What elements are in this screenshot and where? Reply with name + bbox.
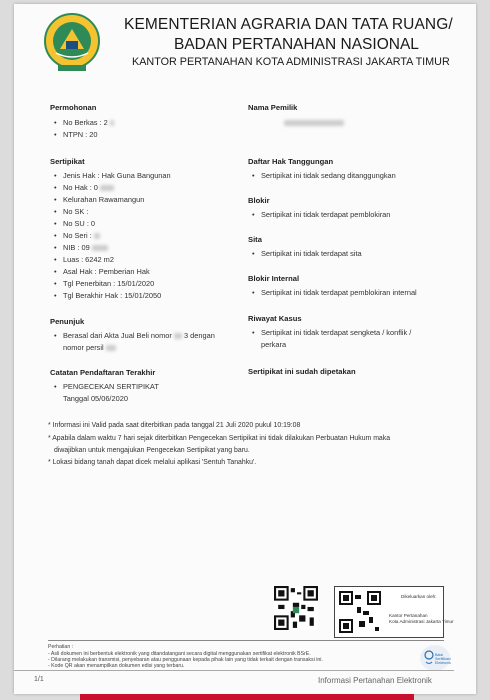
accent-bar xyxy=(80,694,414,700)
agency-title: BADAN PERTANAHAN NASIONAL xyxy=(174,36,419,53)
blokir-heading: Blokir xyxy=(248,196,270,205)
riwayat-line: perkara xyxy=(261,340,287,349)
nama-pemilik-redacted xyxy=(284,118,344,127)
blokir-internal-heading: Blokir Internal xyxy=(248,274,300,283)
sita-heading: Sita xyxy=(248,235,262,244)
note-deadline-cont: diwajibkan untuk mengajukan Pengecekan Sertipikat yang baru. xyxy=(54,447,250,454)
office-title: KANTOR PERTANAHAN KOTA ADMINISTRASI JAKARTA TIMUR xyxy=(132,56,450,68)
footer-line: - Dilarang melakukan transmisi, penyebaran atau penggunaan kepada pihak lain yang tidak terkait dengan transaksi ini. xyxy=(48,657,323,663)
permohonan-item: • No Berkas : 2 xyxy=(54,118,114,127)
note-validity: * Informasi ini Valid pada saat diterbitkan pada tanggal 21 Juli 2020 pukul 10:19:08 xyxy=(48,422,301,429)
stamp-office: Kantor Pertanahan xyxy=(389,613,428,618)
riwayat-line: • Sertipikat ini tidak terdapat sengketa / konflik / xyxy=(252,328,412,337)
daftar-hak-heading: Daftar Hak Tanggungan xyxy=(248,157,334,166)
footer-divider xyxy=(48,640,444,641)
footer-line: - Kode QR akan menampilkan dokumen edisi yang terbaru. xyxy=(48,663,185,669)
sertipikat-heading: Sertipikat xyxy=(50,157,85,166)
footer-line: - Asli dokumen ini berbentuk elektronik yang ditandatangani secara digital menggunakan sertifikat elektronik BSrE. xyxy=(48,651,311,657)
catatan-heading: Catatan Pendaftaran Terakhir xyxy=(50,368,156,377)
bsre-logo xyxy=(420,645,450,671)
sertipikat-item: • No SU : 0 xyxy=(54,219,96,228)
blokir-item: • Sertipikat ini tidak terdapat pemblokiran xyxy=(252,210,391,219)
catatan-line: • PENGECEKAN SERTIPIKAT xyxy=(54,382,159,391)
sertipikat-item: • Asal Hak : Pemberian Hak xyxy=(54,267,150,276)
stamp-issued-by: Dikeluarkan oleh: xyxy=(401,594,437,599)
sertipikat-item: • Tgl Berakhir Hak : 15/01/2050 xyxy=(54,291,162,300)
ministry-title: KEMENTERIAN AGRARIA DAN TATA RUANG/ xyxy=(124,16,453,33)
note-deadline: * Apabila dalam waktu 7 hari sejak diterbitkan Pengecekan Sertipikat ini tidak dilakukan Perbuatan Hukum maka xyxy=(48,435,391,442)
signature-qr-code xyxy=(339,591,381,633)
penunjuk-heading: Penunjuk xyxy=(50,317,85,326)
sertipikat-item: • Tgl Penerbitan : 15/01/2020 xyxy=(54,279,155,288)
permohonan-item: • NTPN : 20 xyxy=(54,130,98,139)
qr-code xyxy=(274,586,318,630)
document-page xyxy=(14,4,476,694)
nama-pemilik-heading: Nama Pemilik xyxy=(248,103,298,112)
page-number: 1/1 xyxy=(34,676,44,683)
sertipikat-item: • Jenis Hak : Hak Guna Bangunan xyxy=(54,171,171,180)
dipetakan-status: Sertipikat ini sudah dipetakan xyxy=(248,367,356,376)
sertipikat-item: • No SK : xyxy=(54,207,89,216)
riwayat-heading: Riwayat Kasus xyxy=(248,314,302,323)
stamp-office-city: Kota Administrasi Jakarta Timur xyxy=(389,619,454,624)
penunjuk-line: • Berasal dari Akta Jual Beli nomor 3 dengan xyxy=(54,331,215,340)
footer-info-label: Informasi Pertanahan Elektronik xyxy=(318,676,432,685)
catatan-date: Tanggal 05/06/2020 xyxy=(63,394,128,403)
page-bottom-rule xyxy=(14,670,454,671)
bsre-label: Balai Sertifikasi Elektronik xyxy=(435,653,451,665)
blokir-internal-item: • Sertipikat ini tidak terdapat pemblokiran internal xyxy=(252,288,417,297)
footer-title: Perhatian : xyxy=(48,644,74,650)
penunjuk-line: nomor persil xyxy=(63,343,116,352)
digital-signature-box xyxy=(334,586,454,638)
sertipikat-item: • No Hak : 0 xyxy=(54,183,114,192)
sertipikat-item: • No Seri : xyxy=(54,231,100,240)
daftar-hak-item: • Sertipikat ini tidak sedang ditanggungkan xyxy=(252,171,396,180)
note-location: * Lokasi bidang tanah dapat dicek melalui aplikasi 'Sentuh Tanahku'. xyxy=(48,459,257,466)
sertipikat-item: • Kelurahan Rawamangun xyxy=(54,195,145,204)
permohonan-heading: Permohonan xyxy=(50,103,97,112)
atr-bpn-logo xyxy=(44,11,100,73)
sertipikat-item: • NIB : 09 xyxy=(54,243,108,252)
sertipikat-item: • Luas : 6242 m2 xyxy=(54,255,114,264)
sita-item: • Sertipikat ini tidak terdapat sita xyxy=(252,249,362,258)
